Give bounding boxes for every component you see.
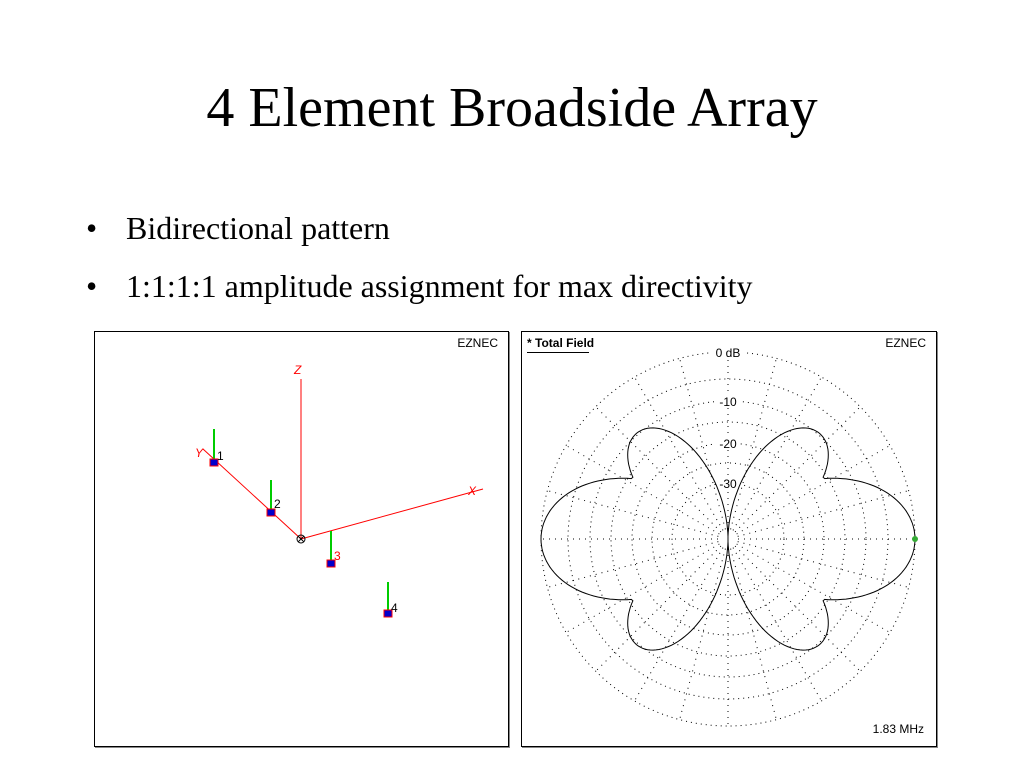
element-label: 2 (274, 497, 281, 511)
frequency-label: 1.83 MHz (872, 722, 924, 736)
antenna-element-1 (210, 429, 224, 466)
bullet-list (86, 206, 753, 322)
antenna-element-4 (384, 582, 398, 617)
grid-spoke (735, 546, 860, 671)
eznec-brand-label: EZNEC (457, 336, 498, 350)
grid-spoke (547, 542, 718, 588)
grid-spoke (635, 548, 724, 701)
ring-label: -10 (719, 395, 737, 409)
y-axis-label: Y (195, 446, 204, 460)
grid-spoke (738, 491, 909, 537)
grid-spoke (737, 544, 890, 633)
antenna-view-canvas (95, 332, 508, 746)
bullet-item (86, 206, 753, 264)
polar-plot-canvas (522, 332, 936, 746)
x-axis-label: X (468, 484, 477, 498)
grid-spoke (596, 546, 721, 671)
grid-spoke (635, 377, 724, 530)
grid-spoke (737, 446, 890, 535)
antenna-element-2 (267, 480, 281, 516)
bullet-text: 1:1:1:1 amplitude assignment for max directivity (126, 268, 753, 304)
ring-label: 0 dB (715, 346, 741, 360)
slide-title: 4 Element Broadside Array (206, 77, 818, 139)
bullet-item (86, 264, 753, 322)
grid-spoke (738, 542, 909, 588)
ring-label: -20 (719, 437, 737, 451)
grid-spoke (733, 377, 822, 530)
eznec-brand-label: EZNEC (885, 336, 926, 350)
bullet-marker: • (86, 210, 98, 246)
plot-title: * Total Field (527, 336, 595, 350)
element-label: 4 (391, 601, 398, 615)
bullet-marker: • (86, 268, 98, 304)
z-axis-label: Z (294, 363, 302, 377)
max-gain-marker (912, 536, 918, 542)
ring-label: -30 (719, 477, 737, 491)
element-label: 3 (334, 549, 341, 563)
grid-spoke (596, 407, 721, 532)
x-axis (301, 489, 483, 539)
bullet-text: Bidirectional pattern (126, 210, 390, 246)
pattern-plot-panel (521, 331, 937, 747)
element-label: 1 (217, 449, 224, 463)
antenna-view-panel (94, 331, 509, 747)
antenna-element-3 (327, 531, 341, 567)
grid-spoke (566, 544, 719, 633)
grid-spoke (735, 407, 860, 532)
